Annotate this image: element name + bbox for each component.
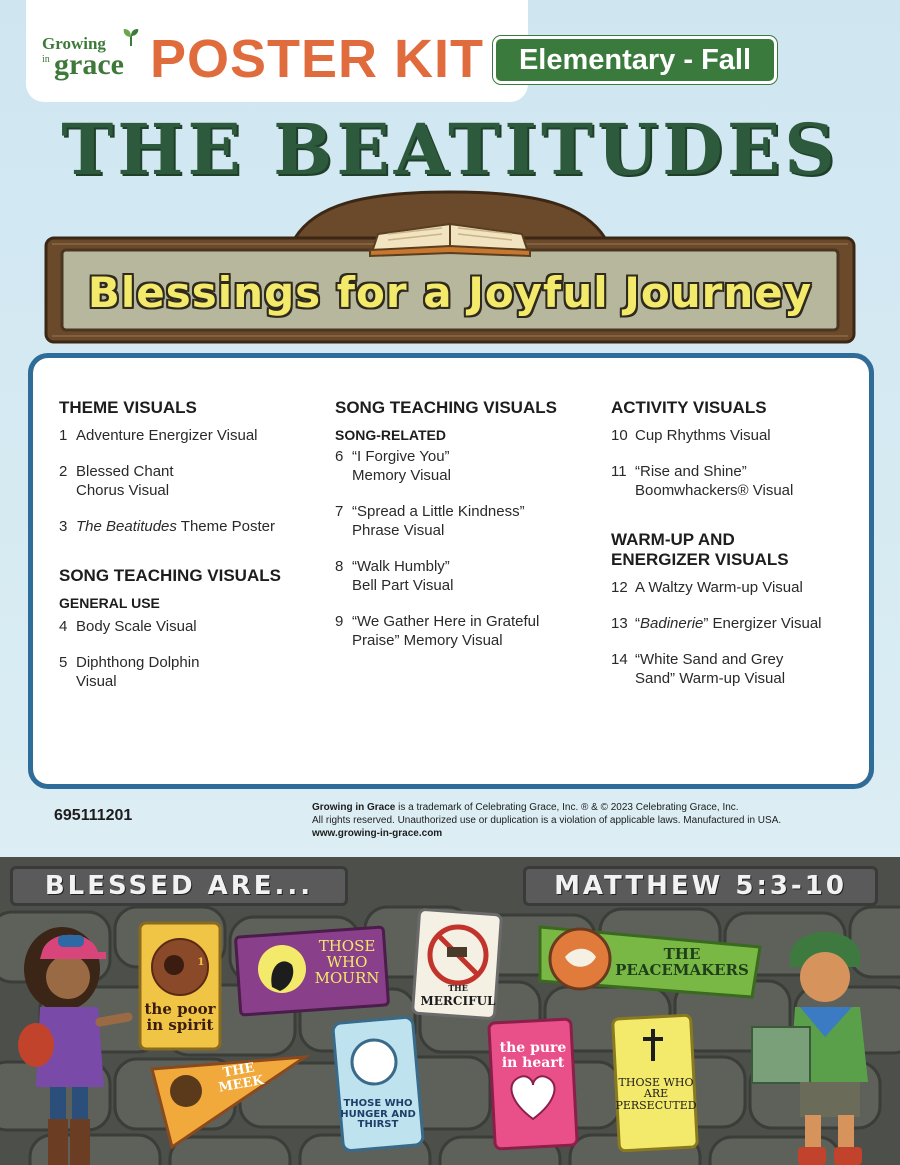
legal-notice: [312, 801, 872, 840]
card-text: the pure in heart: [499, 1040, 567, 1071]
card-text: THOSE WHO HUNGER AND THIRST: [340, 1098, 416, 1131]
item-number: 13: [611, 615, 628, 632]
page-title: THE BEATITUDES: [61, 108, 839, 191]
section-subtitle-general-use: GENERAL USE: [59, 595, 160, 611]
item-text: [352, 502, 605, 540]
item-text: [76, 462, 314, 500]
item-number: 4: [59, 618, 68, 635]
section-title-activity-visuals: ACTIVITY VISUALS: [611, 398, 767, 417]
item-text: [352, 612, 605, 650]
wooden-sign-graphic: [40, 186, 860, 346]
section-subtitle-song-related: SONG-RELATED: [335, 427, 446, 443]
item-text: [635, 650, 861, 688]
list-item: [59, 517, 314, 536]
contents-column-3: [611, 398, 861, 688]
card-text: THOSE WHO MOURN: [314, 937, 380, 987]
contents-column-2: [335, 398, 605, 650]
card-text: MERCIFUL: [420, 993, 496, 1008]
list-item: [335, 502, 605, 540]
list-item: [59, 653, 314, 691]
item-number: 10: [611, 427, 628, 444]
item-text: [352, 447, 605, 485]
section-title-song-teaching-visuals: SONG TEACHING VISUALS: [59, 566, 281, 585]
item-number: 3: [59, 518, 68, 535]
item-text: [635, 426, 861, 445]
list-item: [335, 557, 605, 595]
list-item: [611, 614, 861, 633]
card-text: the poor in spirit: [144, 1000, 216, 1034]
section-title-line: ENERGIZER VISUALS: [611, 550, 789, 569]
card-text: THOSE WHO ARE PERSECUTED: [615, 1075, 697, 1112]
subtitle: Blessings for a Joyful Journey: [87, 268, 813, 317]
section-title-theme-visuals: THEME VISUALS: [59, 398, 197, 417]
item-number: 8: [335, 558, 344, 575]
item-line: “We Gather Here in Grateful: [352, 613, 540, 630]
item-text: [635, 614, 861, 633]
section-title-warm-up-energizer: [611, 530, 861, 570]
item-line: Theme Poster: [176, 518, 276, 535]
item-line: Blessed Chant: [76, 463, 174, 480]
item-line: Chorus Visual: [76, 482, 170, 499]
item-number: 11: [611, 463, 627, 480]
item-line: Boomwhackers® Visual: [635, 482, 794, 499]
item-line: Cup Rhythms Visual: [635, 427, 771, 444]
item-number: 1: [59, 427, 68, 444]
item-line: “White Sand and Grey: [635, 651, 784, 668]
item-line: Visual: [76, 673, 117, 690]
list-item: [59, 462, 314, 500]
item-line: Phrase Visual: [352, 522, 445, 539]
item-text: [352, 557, 605, 595]
list-item: [335, 447, 605, 485]
persecuted-label: [615, 1066, 697, 1122]
website-link[interactable]: www.growing-in-grace.com: [312, 828, 443, 839]
legal-brand: Growing in Grace: [312, 802, 396, 813]
list-item: [335, 612, 605, 650]
item-title-italic: The Beatitudes: [76, 518, 177, 535]
list-item: [611, 426, 861, 445]
sprout-icon: [122, 28, 140, 46]
item-line: Sand” Warm-up Visual: [635, 670, 786, 687]
section-title-song-teaching-visuals: SONG TEACHING VISUALS: [335, 398, 557, 417]
card-text: THE: [448, 982, 468, 993]
item-text: [76, 617, 314, 636]
section-title-line: WARM-UP AND: [611, 530, 735, 549]
item-text: [635, 578, 861, 597]
title-sign: [40, 186, 860, 346]
item-line: Memory Visual: [352, 467, 451, 484]
item-text: [76, 517, 314, 536]
item-number: 2: [59, 463, 68, 480]
poster-kit-title: POSTER KIT: [150, 29, 485, 89]
legal-line: All rights reserved. Unauthorized use or duplication is a violation of applicable laws. Manufactured in USA.: [312, 815, 782, 826]
scripture-reference: MATTHEW 5:3-10: [523, 866, 878, 906]
logo-word-in: in: [42, 54, 50, 65]
item-line: Praise” Memory Visual: [352, 632, 503, 649]
contents-column-1: [59, 398, 314, 691]
item-quote: “: [635, 615, 640, 632]
item-title-italic: Badinerie: [640, 615, 704, 632]
item-line: “Walk Humbly”: [352, 558, 450, 575]
item-number: 5: [59, 654, 68, 671]
item-line: “I Forgive You”: [352, 448, 450, 465]
level-badge: Elementary - Fall: [493, 36, 777, 84]
item-line: Diphthong Dolphin: [76, 654, 200, 671]
blessed-are-label: BLESSED ARE...: [10, 866, 348, 906]
item-line: Adventure Energizer Visual: [76, 427, 258, 444]
item-text: [76, 653, 314, 691]
logo-word-growing: Growing: [42, 34, 106, 53]
pure-in-heart-label: [496, 1034, 570, 1078]
list-item: [59, 426, 314, 445]
item-line: Bell Part Visual: [352, 577, 454, 594]
item-text: [76, 426, 314, 445]
card-text: THE PEACEMAKERS: [615, 945, 749, 979]
logo-word-grace: grace: [54, 48, 124, 81]
list-item: [611, 462, 861, 500]
list-item: [59, 617, 314, 636]
list-item: [611, 650, 861, 688]
product-code: 695111201: [54, 807, 133, 824]
hunger-and-thirst-label: [340, 1088, 416, 1142]
card-text: THE MEEK: [217, 1060, 265, 1096]
item-number: 9: [335, 613, 344, 630]
those-who-mourn-label: [316, 930, 378, 996]
merciful-label: [418, 992, 498, 1010]
item-number: 6: [335, 448, 344, 465]
contents-card: [28, 353, 874, 789]
card-text: 1: [197, 956, 205, 968]
item-number: 7: [335, 503, 344, 520]
item-line: “Rise and Shine”: [635, 463, 747, 480]
item-number: 14: [611, 651, 628, 668]
growing-in-grace-logo: [40, 28, 140, 92]
legal-line: is a trademark of Celebrating Grace, Inc. ® & © 2023 Celebrating Grace, Inc.: [395, 802, 739, 813]
peacemakers-label: [612, 945, 752, 979]
item-line: Body Scale Visual: [76, 618, 197, 635]
list-item: [611, 578, 861, 597]
item-line: ” Energizer Visual: [703, 615, 822, 632]
item-text: [635, 462, 861, 500]
item-line: “Spread a Little Kindness”: [352, 503, 525, 520]
coin-number: [194, 956, 208, 970]
item-line: A Waltzy Warm-up Visual: [635, 579, 803, 596]
poor-in-spirit-label: [142, 995, 218, 1041]
item-number: 12: [611, 579, 628, 596]
